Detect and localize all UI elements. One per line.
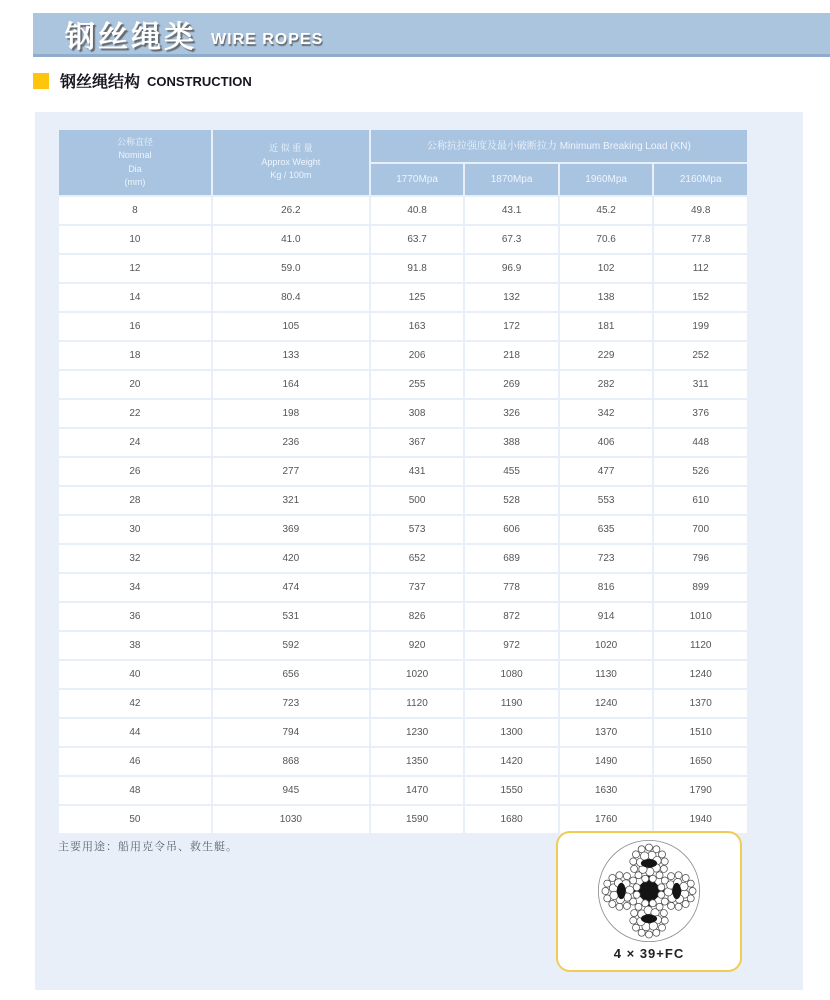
table-row xyxy=(59,719,747,746)
table-cell: 236 xyxy=(213,429,369,456)
table-cell: 652 xyxy=(371,545,464,572)
wire-rope-cross-section-icon xyxy=(595,837,703,945)
table-row xyxy=(59,516,747,543)
grade-header: 1960Mpa xyxy=(560,164,653,195)
table-cell: 18 xyxy=(59,342,211,369)
table-row xyxy=(59,603,747,630)
table-cell: 206 xyxy=(371,342,464,369)
section-title-en: CONSTRUCTION xyxy=(147,74,252,89)
table-head xyxy=(59,130,747,195)
table-cell: 14 xyxy=(59,284,211,311)
table-row xyxy=(59,197,747,224)
table-cell: 1240 xyxy=(654,661,747,688)
table-cell: 28 xyxy=(59,487,211,514)
table-cell: 102 xyxy=(560,255,653,282)
table-cell: 80.4 xyxy=(213,284,369,311)
col-header-breaking-load: 公称抗拉强度及最小破断拉力 Minimum Breaking Load (KN) xyxy=(371,130,747,162)
table-cell: 376 xyxy=(654,400,747,427)
table-cell: 172 xyxy=(465,313,558,340)
table-cell: 24 xyxy=(59,429,211,456)
table-cell: 152 xyxy=(654,284,747,311)
table-cell: 1020 xyxy=(560,632,653,659)
table-cell: 42 xyxy=(59,690,211,717)
table-cell: 30 xyxy=(59,516,211,543)
table-cell: 1350 xyxy=(371,748,464,775)
table-cell: 112 xyxy=(654,255,747,282)
table-cell: 59.0 xyxy=(213,255,369,282)
table-cell: 252 xyxy=(654,342,747,369)
table-cell: 1420 xyxy=(465,748,558,775)
table-cell: 737 xyxy=(371,574,464,601)
table-cell: 218 xyxy=(465,342,558,369)
table-cell: 1300 xyxy=(465,719,558,746)
table-cell: 1940 xyxy=(654,806,747,833)
table-cell: 610 xyxy=(654,487,747,514)
table-body xyxy=(59,197,747,833)
table-cell: 133 xyxy=(213,342,369,369)
figure-label: 4 × 39+FC xyxy=(613,946,685,961)
section-title-zh: 钢丝绳结构 xyxy=(60,74,141,91)
table-cell: 43.1 xyxy=(465,197,558,224)
table-cell: 20 xyxy=(59,371,211,398)
table-row xyxy=(59,342,747,369)
table-row xyxy=(59,661,747,688)
table-row xyxy=(59,690,747,717)
table-row xyxy=(59,777,747,804)
table-cell: 1490 xyxy=(560,748,653,775)
grade-header: 1870Mpa xyxy=(465,164,558,195)
table-cell: 229 xyxy=(560,342,653,369)
table-cell: 1240 xyxy=(560,690,653,717)
table-row xyxy=(59,806,747,833)
table-cell: 36 xyxy=(59,603,211,630)
table-cell: 1030 xyxy=(213,806,369,833)
table-cell: 342 xyxy=(560,400,653,427)
table-cell: 1470 xyxy=(371,777,464,804)
table-cell: 945 xyxy=(213,777,369,804)
table-row xyxy=(59,748,747,775)
table-cell: 455 xyxy=(465,458,558,485)
table-cell: 1370 xyxy=(560,719,653,746)
table-cell: 723 xyxy=(213,690,369,717)
grade-header: 2160Mpa xyxy=(654,164,747,195)
table-cell: 40 xyxy=(59,661,211,688)
table-cell: 26.2 xyxy=(213,197,369,224)
table-cell: 8 xyxy=(59,197,211,224)
table-cell: 96.9 xyxy=(465,255,558,282)
table-cell: 388 xyxy=(465,429,558,456)
table-cell: 606 xyxy=(465,516,558,543)
table-cell: 528 xyxy=(465,487,558,514)
table-cell: 199 xyxy=(654,313,747,340)
table-cell: 48 xyxy=(59,777,211,804)
table-cell: 67.3 xyxy=(465,226,558,253)
table-cell: 138 xyxy=(560,284,653,311)
table-cell: 500 xyxy=(371,487,464,514)
table-cell: 91.8 xyxy=(371,255,464,282)
col-header-weight: 近 似 重 量 Approx Weight Kg / 100m xyxy=(213,130,369,195)
table-cell: 477 xyxy=(560,458,653,485)
table-cell: 12 xyxy=(59,255,211,282)
table-row xyxy=(59,632,747,659)
table-cell: 553 xyxy=(560,487,653,514)
table-cell: 972 xyxy=(465,632,558,659)
table-row xyxy=(59,371,747,398)
table-row xyxy=(59,429,747,456)
table-cell: 1120 xyxy=(371,690,464,717)
table-cell: 163 xyxy=(371,313,464,340)
table-cell: 1550 xyxy=(465,777,558,804)
table-cell: 920 xyxy=(371,632,464,659)
table-cell: 10 xyxy=(59,226,211,253)
table-row xyxy=(59,400,747,427)
table-cell: 700 xyxy=(654,516,747,543)
table-cell: 1790 xyxy=(654,777,747,804)
table-cell: 431 xyxy=(371,458,464,485)
table-cell: 132 xyxy=(465,284,558,311)
table-row xyxy=(59,574,747,601)
col-header-diameter: 公称直径 Nominal Dia (mm) xyxy=(59,130,211,195)
wire-rope-table xyxy=(57,128,749,835)
table-cell: 40.8 xyxy=(371,197,464,224)
table-cell: 1760 xyxy=(560,806,653,833)
table-cell: 369 xyxy=(213,516,369,543)
table-row xyxy=(59,255,747,282)
table-cell: 181 xyxy=(560,313,653,340)
table-cell: 49.8 xyxy=(654,197,747,224)
table-cell: 63.7 xyxy=(371,226,464,253)
table-cell: 105 xyxy=(213,313,369,340)
table-cell: 38 xyxy=(59,632,211,659)
banner-title-en: WIRE ROPES xyxy=(211,30,324,48)
table-cell: 34 xyxy=(59,574,211,601)
table-cell: 321 xyxy=(213,487,369,514)
table-row xyxy=(59,545,747,572)
table-cell: 656 xyxy=(213,661,369,688)
table-cell: 46 xyxy=(59,748,211,775)
table-cell: 1080 xyxy=(465,661,558,688)
table-cell: 45.2 xyxy=(560,197,653,224)
table-cell: 826 xyxy=(371,603,464,630)
yellow-bullet-icon xyxy=(33,73,49,89)
table-cell: 255 xyxy=(371,371,464,398)
table-cell: 723 xyxy=(560,545,653,572)
table-cell: 1630 xyxy=(560,777,653,804)
usage-note: 主要用途：船用克令吊、救生艇。 xyxy=(58,841,238,853)
table-cell: 367 xyxy=(371,429,464,456)
table-cell: 26 xyxy=(59,458,211,485)
table-cell: 50 xyxy=(59,806,211,833)
table-cell: 1010 xyxy=(654,603,747,630)
page-banner xyxy=(33,13,830,57)
table-cell: 1120 xyxy=(654,632,747,659)
table-cell: 796 xyxy=(654,545,747,572)
table-cell: 868 xyxy=(213,748,369,775)
table-cell: 1020 xyxy=(371,661,464,688)
table-cell: 914 xyxy=(560,603,653,630)
table-cell: 1370 xyxy=(654,690,747,717)
table-cell: 311 xyxy=(654,371,747,398)
table-cell: 474 xyxy=(213,574,369,601)
section-heading xyxy=(33,69,252,92)
table-cell: 899 xyxy=(654,574,747,601)
table-cell: 1590 xyxy=(371,806,464,833)
table-cell: 308 xyxy=(371,400,464,427)
table-cell: 778 xyxy=(465,574,558,601)
table-cell: 70.6 xyxy=(560,226,653,253)
table-cell: 1130 xyxy=(560,661,653,688)
table-cell: 125 xyxy=(371,284,464,311)
table-cell: 44 xyxy=(59,719,211,746)
table-cell: 635 xyxy=(560,516,653,543)
table-cell: 573 xyxy=(371,516,464,543)
table-cell: 448 xyxy=(654,429,747,456)
table-cell: 816 xyxy=(560,574,653,601)
table-row xyxy=(59,313,747,340)
table-cell: 1190 xyxy=(465,690,558,717)
table-row xyxy=(59,284,747,311)
table-cell: 282 xyxy=(560,371,653,398)
rope-figure xyxy=(556,831,742,972)
table-cell: 269 xyxy=(465,371,558,398)
table-row xyxy=(59,226,747,253)
grade-header: 1770Mpa xyxy=(371,164,464,195)
table-cell: 1510 xyxy=(654,719,747,746)
table-cell: 277 xyxy=(213,458,369,485)
table-cell: 1230 xyxy=(371,719,464,746)
table-cell: 872 xyxy=(465,603,558,630)
table-row xyxy=(59,458,747,485)
table-row xyxy=(59,487,747,514)
table-cell: 16 xyxy=(59,313,211,340)
table-cell: 689 xyxy=(465,545,558,572)
table-cell: 198 xyxy=(213,400,369,427)
table-cell: 164 xyxy=(213,371,369,398)
table-cell: 22 xyxy=(59,400,211,427)
table-cell: 41.0 xyxy=(213,226,369,253)
table-cell: 77.8 xyxy=(654,226,747,253)
table-cell: 592 xyxy=(213,632,369,659)
table-cell: 1680 xyxy=(465,806,558,833)
table-cell: 1650 xyxy=(654,748,747,775)
table-cell: 326 xyxy=(465,400,558,427)
banner-title-zh: 钢丝绳类 xyxy=(65,20,197,54)
table-cell: 406 xyxy=(560,429,653,456)
table-cell: 32 xyxy=(59,545,211,572)
table-cell: 794 xyxy=(213,719,369,746)
table-cell: 420 xyxy=(213,545,369,572)
table-cell: 531 xyxy=(213,603,369,630)
table-cell: 526 xyxy=(654,458,747,485)
